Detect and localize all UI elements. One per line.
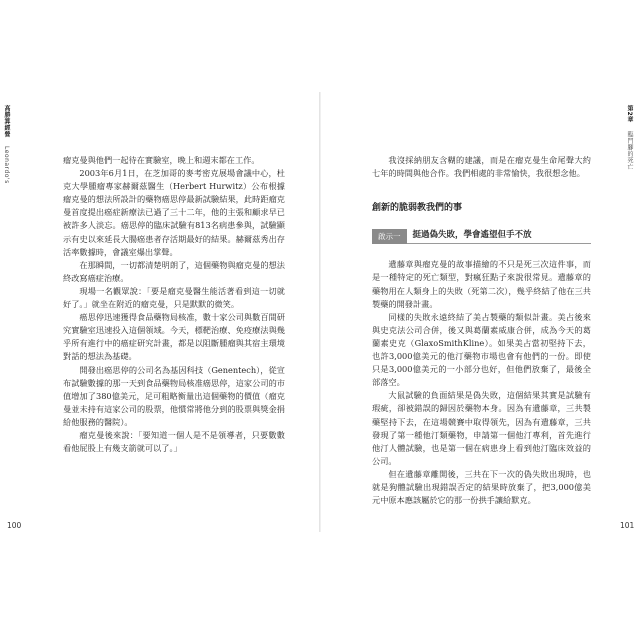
left-page-number: 100 <box>7 521 22 530</box>
lesson-tag: 啟示一 <box>372 229 407 244</box>
right-intro-paragraph: 我沒採納朋友含糊的建議，而是在瘤克曼生命尾聲大約七年的時間與他合作。我們相處的非常愉快，我很想念他。 <box>372 155 591 179</box>
left-body-text <box>63 154 285 455</box>
right-body-text <box>372 154 591 507</box>
left-running-header <box>2 105 11 184</box>
left-paragraph-2: 2003年6月1日，在芝加哥的麥考密克展場會議中心，杜克大學腫瘤專家赫爾茲醫生（Herbert Hurwitz）公布根據瘤克曼的想法所設計的藥物癌思停最新試驗結果，此時距瘤克曼首度提出癌症新療法已過了三十二年，他的主張和顧求早已被許多人淡忘。癌思停的臨床試驗有813名病患參與，試驗顯示有史以來延長大腸癌患者存活期最好的結果。赫爾茲秀出存活率數據時，會議室爆出掌聲。 <box>63 168 285 257</box>
right-paragraph-4: 但在遺藤章離開後，三共在下一次的偽失敗出現時，也就是狗體試驗出現錯誤否定的結果時放棄了，把3,000億美元中原本應該屬於它的那一份拱手讓給默克。 <box>372 468 591 506</box>
lesson-heading <box>372 229 591 244</box>
left-running-title: 高勝算經營 <box>3 105 10 138</box>
left-paragraph-6: 開發出癌思停的公司名為基因科技（Genentech），從宣布試驗數據的那一天到食品藥物局核准癌思停，這家公司的市值增加了380億美元，足可粗略衡量出這個藥物的價值（瘤克曼並未持有這家公司的股票，他慣常將他分到的股票與獎金捐給他服務的醫院）。 <box>63 364 285 427</box>
right-page-number: 101 <box>620 521 635 530</box>
section-heading: 創新的脆弱教我們的事 <box>372 203 463 214</box>
lesson-title: 挺過偽失敗，學會遙望但手不放 <box>407 229 592 244</box>
right-running-title: 第2章 <box>626 105 633 123</box>
left-paragraph-5: 癌思停迅速獲得食品藥物局核准，數十家公司與數百間研究實驗室迅速投入這個領域。今天，標靶治療、免疫療法與幾乎所有進行中的癌症研究計畫，都是以阻斷腫瘤與其宿主環境對話的想法為基礎。 <box>63 312 285 362</box>
right-running-subtitle: 臨門腳的死亡 <box>626 131 633 171</box>
left-paragraph-4: 現場一名觀眾說：「要是瘤克曼醫生能活著看到這一切就好了。」就坐在附近的瘤克曼，只是默默的微笑。 <box>63 285 285 310</box>
right-paragraph-3: 大鼠試驗的負面結果是偽失敗，這個結果其實是試驗有瑕疵，卻被錯誤的歸因於藥物本身。因為有遺藤章，三共製藥堅持下去，在這場競賽中取得領先，因為有遺藤章，三共發現了第一種他汀類藥物，申請第一個他汀專利，首先進行他汀人體試驗，也是第一個在病患身上看到他汀臨床效益的公司。 <box>372 390 591 466</box>
right-paragraph-1: 遺藤章與瘤克曼的故事描繪的不只是死三次這件事，而是一種特定的死亡類型，對瘋狂點子來說很常見。遺藤章的藥物用在人類身上的失敗（死第二次），幾乎終結了他在三共製藥的開發計畫。 <box>372 259 591 309</box>
left-paragraph-1: 瘤克曼與他們一起待在實驗室，晚上和週末都在工作。 <box>63 155 260 165</box>
right-page <box>320 0 640 640</box>
left-running-subtitle: Leonardo's <box>3 146 10 184</box>
left-paragraph-7: 瘤克曼後來說：「要知道一個人是不是領導者，只要數數看他屁股上有幾支箭就可以了。」 <box>63 429 285 454</box>
right-paragraph-2: 同樣的失敗永遠終結了美占製藥的類似計畫。美占後來與史克法公司合併，後又與葛蘭素威康合併，成為今天的葛蘭素史克（GlaxoSmithKline）。如果美占當初堅持下去，也許3,000億美元的他汀藥物市場也會有他們的一份。即使只是3,000億美元的一小部分也好，但他們放棄了，最後全部落空。 <box>372 311 591 388</box>
right-running-header <box>625 105 634 170</box>
left-paragraph-3: 在那瞬間，一切都清楚明朗了，這個藥物與瘤克曼的想法終改寫癌症治療。 <box>63 259 285 283</box>
